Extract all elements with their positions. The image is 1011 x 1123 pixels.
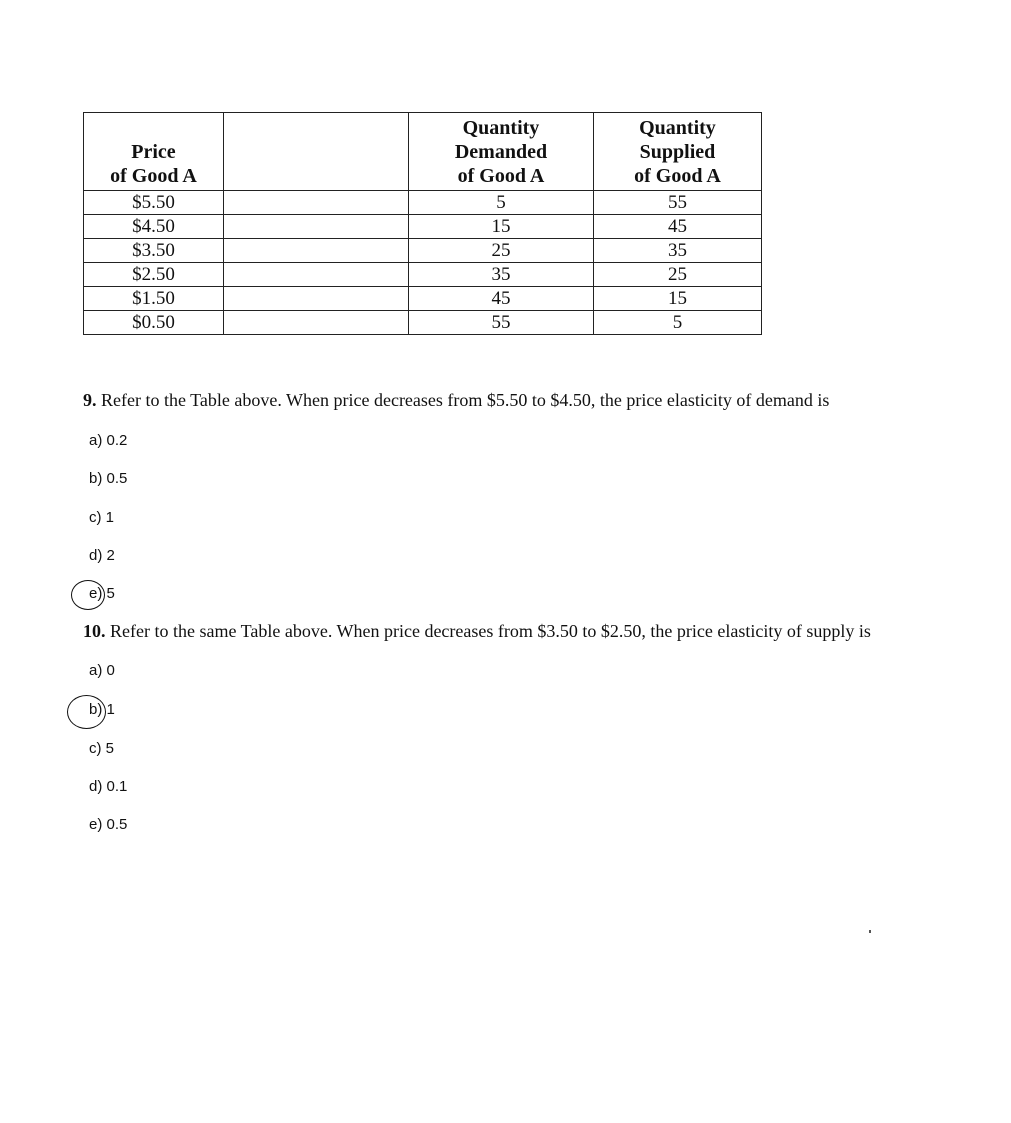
table-row (84, 263, 762, 287)
question-prompt: Refer to the Table above. When price decreases from $5.50 to $4.50, the price elasticity of demand is (96, 390, 830, 410)
header-quantity-demanded: Quantity Demanded of Good A (408, 113, 593, 191)
table-row (84, 191, 762, 215)
table-header-row (84, 113, 762, 191)
cell-blank (223, 239, 408, 263)
cell-blank (223, 287, 408, 311)
cell-price: $3.50 (84, 239, 224, 263)
table-row (84, 311, 762, 335)
header-quantity-supplied: Quantity Supplied of Good A (593, 113, 761, 191)
cell-quantity-supplied: 5 (593, 311, 761, 335)
option-label: e) (89, 585, 103, 602)
price-quantity-table (83, 112, 762, 335)
option-value: 5 (102, 585, 115, 602)
cell-blank (223, 263, 408, 287)
question-10-option-a[interactable]: a) 0 (89, 662, 115, 679)
question-9-option-a[interactable]: a) 0.2 (89, 432, 128, 449)
cell-price: $4.50 (84, 215, 224, 239)
stray-ink-mark (869, 930, 871, 933)
cell-price: $0.50 (84, 311, 224, 335)
cell-quantity-supplied: 35 (593, 239, 761, 263)
cell-price: $5.50 (84, 191, 224, 215)
header-price: Price of Good A (84, 113, 224, 191)
header-blank (223, 113, 408, 191)
cell-blank (223, 191, 408, 215)
option-value: 1 (102, 701, 115, 718)
question-prompt: Refer to the same Table above. When price decreases from $3.50 to $2.50, the price elasticity of supply is (105, 621, 871, 641)
table-row (84, 215, 762, 239)
cell-quantity-demanded: 15 (408, 215, 593, 239)
cell-price: $1.50 (84, 287, 224, 311)
cell-quantity-supplied: 25 (593, 263, 761, 287)
cell-quantity-demanded: 5 (408, 191, 593, 215)
cell-price: $2.50 (84, 263, 224, 287)
cell-quantity-supplied: 55 (593, 191, 761, 215)
question-number: 10. (83, 621, 106, 641)
option-label: b) (89, 701, 103, 718)
question-10-option-d[interactable]: d) 0.1 (89, 778, 128, 795)
question-9-option-d[interactable]: d) 2 (89, 547, 115, 564)
question-10-option-e[interactable]: e) 0.5 (89, 816, 128, 833)
cell-quantity-demanded: 35 (408, 263, 593, 287)
hand-drawn-circle-answer (67, 695, 106, 729)
cell-blank (223, 215, 408, 239)
question-number: 9. (83, 390, 97, 410)
question-10-option-c[interactable]: c) 5 (89, 740, 115, 757)
cell-quantity-supplied: 15 (593, 287, 761, 311)
cell-quantity-demanded: 45 (408, 287, 593, 311)
cell-quantity-demanded: 25 (408, 239, 593, 263)
cell-blank (223, 311, 408, 335)
question-9-text (83, 390, 829, 411)
question-10-text (83, 621, 871, 642)
table-row (84, 287, 762, 311)
cell-quantity-supplied: 45 (593, 215, 761, 239)
question-9-option-b[interactable]: b) 0.5 (89, 470, 128, 487)
hand-drawn-circle-answer (71, 580, 105, 610)
cell-quantity-demanded: 55 (408, 311, 593, 335)
question-9-option-c[interactable]: c) 1 (89, 509, 115, 526)
table-row (84, 239, 762, 263)
